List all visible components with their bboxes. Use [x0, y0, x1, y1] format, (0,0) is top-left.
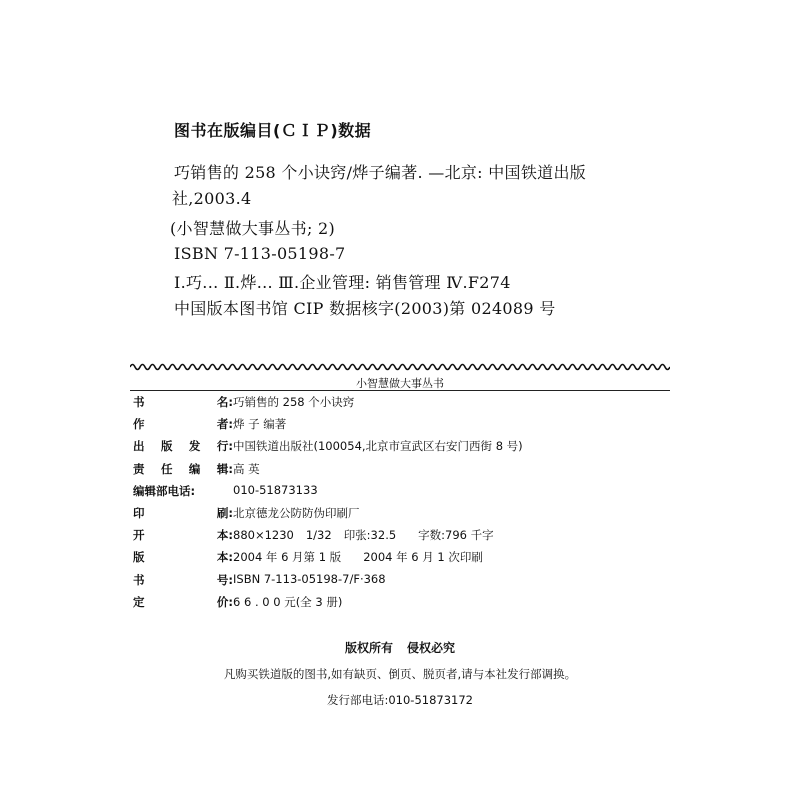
copyright-notice: 版权所有 侵权必究 — [344, 641, 456, 655]
distribution-phone: 发行部电话:010-51873172 — [326, 693, 473, 707]
colophon-row-author — [133, 414, 673, 436]
format-sheets: 印张:32.5 — [343, 528, 397, 543]
colophon-label: 印 刷: — [133, 505, 233, 520]
colophon-table — [133, 392, 673, 614]
colophon-label: 出 版 发 行: — [133, 439, 233, 454]
publisher-value: 中国铁道出版社(100054,北京市宣武区右安门西街 8 号) — [233, 439, 523, 454]
edition-value — [233, 549, 483, 565]
colophon-row-edition — [133, 547, 673, 569]
edition-date: 2004 年 6 月第 1 版 — [233, 550, 342, 565]
price-value: 6 6 . 0 0 元(全 3 册) — [233, 594, 343, 609]
book-name-value: 巧销售的 258 个小诀窍 — [233, 395, 355, 409]
cip-line-series: (小智慧做大事丛书; 2) — [170, 219, 336, 238]
cip-title: 图书在版编目(ＣＩＰ)数据 — [174, 121, 372, 140]
cip-line-title-publisher: 巧销售的 258 个小诀窍/烨子编著. —北京: 中国铁道出版 — [174, 163, 587, 182]
colophon-row-format — [133, 525, 673, 547]
colophon-label: 书 名: — [133, 395, 233, 409]
author-value: 烨 子 编著 — [233, 417, 287, 432]
cip-line-isbn: ISBN 7-113-05198-7 — [174, 244, 346, 263]
colophon-row-price — [133, 592, 673, 614]
colophon-row-editorial-phone — [133, 481, 673, 503]
colophon-row-publisher — [133, 436, 673, 458]
colophon-label: 开 本: — [133, 528, 233, 543]
series-name: 小智慧做大事丛书 — [356, 377, 444, 390]
colophon-label: 作 者: — [133, 417, 233, 432]
editor-value: 高 英 — [233, 461, 260, 476]
editorial-phone-value: 010-51873133 — [233, 482, 318, 497]
colophon-label: 责 任 编 辑: — [133, 461, 233, 476]
colophon-row-isbn — [133, 570, 673, 592]
colophon-label: 书 号: — [133, 572, 233, 587]
colophon-top-rule — [130, 390, 670, 391]
printer-value: 北京德龙公防防伪印刷厂 — [233, 505, 360, 520]
colophon-label: 定 价: — [133, 594, 233, 609]
cip-line-date: 社,2003.4 — [172, 189, 252, 208]
colophon-row-book-name — [133, 392, 673, 414]
cip-line-record-number: 中国版本图书馆 CIP 数据核字(2003)第 024089 号 — [174, 299, 556, 318]
wavy-divider — [130, 360, 670, 374]
colophon-row-editor — [133, 459, 673, 481]
printing-date: 2004 年 6 月 1 次印刷 — [363, 550, 483, 565]
exchange-notice: 凡购买铁道版的图书,如有缺页、倒页、脱页者,请与本社发行部调换。 — [223, 667, 577, 681]
format-size: 880×1230 — [233, 528, 294, 543]
isbn-value: ISBN 7-113-05198-7/F·368 — [233, 571, 386, 586]
colophon-label: 编辑部电话: — [133, 483, 196, 498]
colophon-row-printer — [133, 503, 673, 525]
format-value — [233, 527, 494, 543]
format-fold: 1/32 — [305, 528, 332, 543]
cip-line-classification: Ⅰ.巧... Ⅱ.烨... Ⅲ.企业管理: 销售管理 Ⅳ.F274 — [174, 273, 511, 292]
format-words: 字数:796 千字 — [418, 528, 494, 543]
colophon-label: 版 本: — [133, 550, 233, 565]
